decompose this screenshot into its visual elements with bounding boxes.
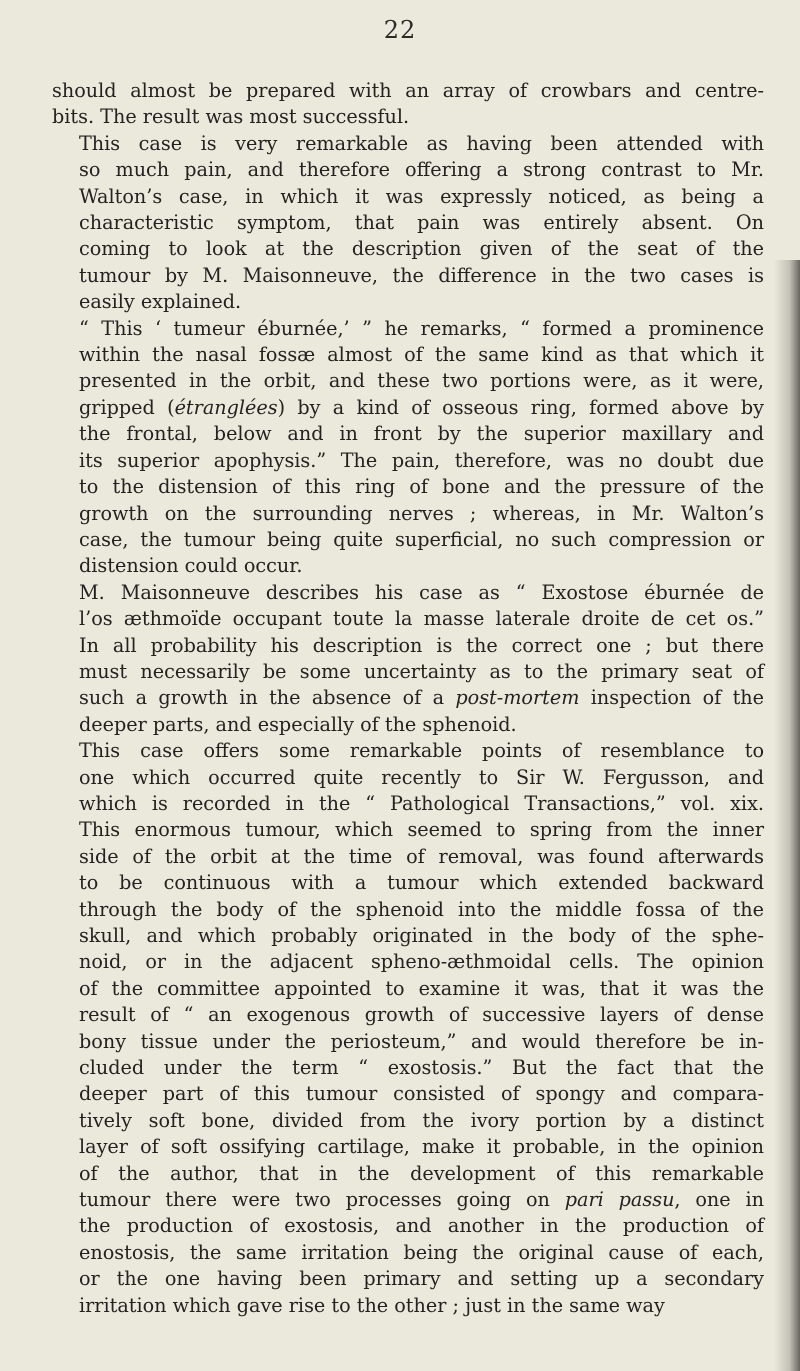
text-line: layer of soft ossifying cartilage, make it probable, in the opinion (79, 1135, 764, 1159)
line-text: tumour there were two processes going on (79, 1188, 565, 1212)
text-line: deeper parts, and especially of the sphenoid. (79, 712, 517, 736)
text-line: “ This ‘ tumeur éburnée,’ ” he remarks, “ formed a prominence (79, 316, 764, 340)
text-line: Walton’s case, in which it was expressly noticed, as being a (79, 184, 764, 208)
text-line: irritation which gave rise to the other ; just in the same way (79, 1293, 665, 1317)
text-line: result of “ an exogenous growth of successive layers of dense (79, 1003, 764, 1027)
text-line: or the one having been primary and setting up a secondary (79, 1267, 764, 1291)
text-line: This enormous tumour, which seemed to spring from the inner (79, 818, 764, 842)
body-text (52, 78, 764, 1319)
text-line: In all probability his description is the correct one ; but there (79, 633, 764, 657)
text-line: coming to look at the description given of the seat of the (79, 237, 764, 261)
text-line: the production of exostosis, and another in the production of (79, 1214, 764, 1238)
text-line: noid, or in the adjacent spheno-æthmoidal cells. The opinion (79, 950, 764, 974)
text-line: so much pain, and therefore offering a strong contrast to Mr. (79, 158, 764, 182)
text-line: M. Maisonneuve describes his case as “ Exostose éburnée de (79, 580, 764, 604)
text-line: should almost be prepared with an array of crowbars and centre- (52, 79, 764, 102)
text-line: l’os æthmoïde occupant toute la masse laterale droite de cet os.” (79, 607, 764, 631)
paragraph (52, 738, 764, 1319)
paragraph (52, 580, 764, 738)
line-text: such a growth in the absence of a (79, 686, 456, 710)
text-line: to the distension of this ring of bone and the pressure of the (79, 475, 764, 499)
text-line: cluded under the term “ exostosis.” But the fact that the (79, 1056, 764, 1080)
text-line: its superior apophysis.” The pain, therefore, was no doubt due (79, 448, 764, 472)
text-line: the frontal, below and in front by the superior maxillary and (79, 422, 764, 446)
text-line: bony tissue under the periosteum,” and would therefore be in- (79, 1029, 764, 1053)
text-line: one which occurred quite recently to Sir W. Fergusson, and (79, 765, 764, 789)
text-line (52, 395, 764, 421)
text-line: skull, and which probably originated in the body of the sphe- (79, 924, 764, 947)
text-line: This case is very remarkable as having been attended with (79, 131, 764, 155)
text-line: characteristic symptom, that pain was entirely absent. On (79, 211, 764, 235)
paragraph (52, 78, 764, 131)
paragraph (52, 131, 764, 316)
text-line: bits. The result was most successful. (52, 105, 410, 129)
text-line: This case offers some remarkable points of resemblance to (79, 739, 764, 763)
text-line: to be continuous with a tumour which extended backward (79, 871, 764, 895)
text-line: of the committee appointed to examine it was, that it was the (79, 976, 764, 1000)
text-line: deeper part of this tumour consisted of spongy and compara- (79, 1082, 764, 1106)
text-line: distension could occur. (79, 554, 303, 578)
text-line: enostosis, the same irritation being the original cause of each, (79, 1240, 764, 1264)
text-line (52, 685, 764, 711)
line-text: inspection of the (579, 686, 764, 710)
italic-term: étranglées (174, 395, 278, 419)
page-edge-shadow (774, 260, 800, 1371)
text-line: tively soft bone, divided from the ivory portion by a distinct (79, 1108, 764, 1132)
text-line: presented in the orbit, and these two portions were, as it were, (79, 369, 764, 393)
text-line: through the body of the sphenoid into the middle fossa of the (79, 897, 764, 921)
text-line: tumour by M. Maisonneuve, the difference in the two cases is (79, 263, 764, 287)
line-text: , one in (674, 1188, 764, 1212)
text-line: within the nasal fossæ almost of the same kind as that which it (79, 343, 764, 367)
text-line: growth on the surrounding nerves ; whereas, in Mr. Walton’s (79, 501, 764, 525)
text-line: case, the tumour being quite superficial, no such compression or (79, 527, 764, 551)
italic-term: pari passu (564, 1188, 675, 1212)
text-line: which is recorded in the “ Pathological Transactions,” vol. xix. (79, 791, 764, 815)
italic-term: post-mortem (455, 686, 580, 710)
text-line: easily explained. (79, 290, 242, 314)
text-line (52, 1187, 764, 1213)
paragraph (52, 316, 764, 580)
text-line: side of the orbit at the time of removal, was found afterwards (79, 844, 764, 868)
line-text: gripped ( (79, 395, 175, 419)
text-line: must necessarily be some uncertainty as to the primary seat of (79, 659, 764, 683)
text-line: of the author, that in the development of this remarkable (79, 1161, 764, 1185)
page-number: 22 (383, 16, 417, 44)
line-text: ) by a kind of osseous ring, formed above by (277, 395, 764, 419)
